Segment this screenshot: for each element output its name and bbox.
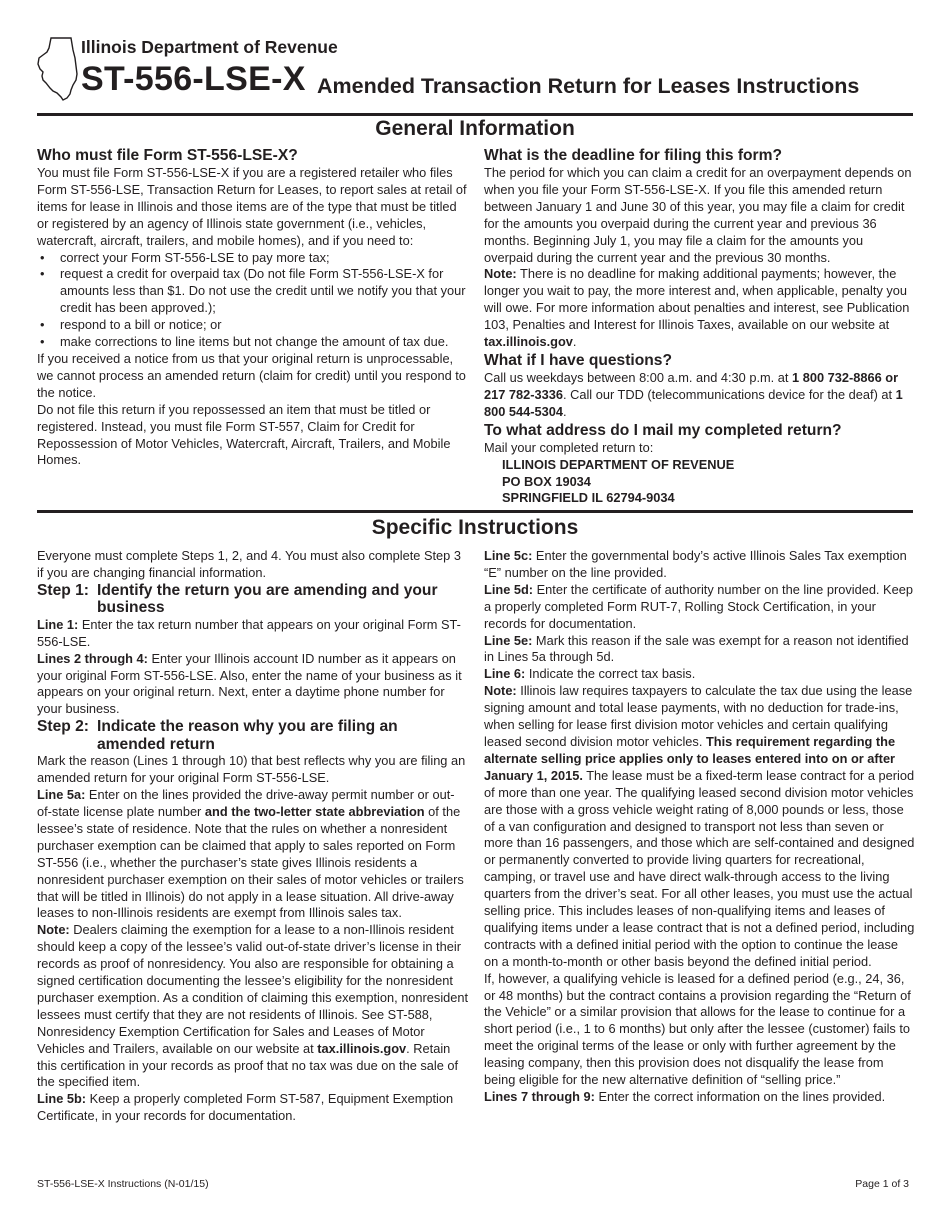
- note-label: Note:: [37, 922, 70, 938]
- questions-heading: What if I have questions?: [484, 351, 673, 369]
- line-label: Line 5a:: [37, 787, 86, 803]
- line-text: Enter the correct information on the lines provided.: [598, 1089, 886, 1104]
- line-label: Line 5d:: [484, 581, 534, 597]
- tdd-phone-number: 1 800 544-5304: [484, 386, 903, 419]
- questions-text: [484, 370, 914, 421]
- questions-text-1: Call us weekdays between 8:00 a.m. and 4:30 p.m. at: [484, 369, 789, 385]
- line-5a-instruction: [37, 787, 469, 922]
- form-title: Amended Transaction Return for Leases Instructions: [317, 74, 860, 98]
- deadline-heading: What is the deadline for filing this form?: [484, 147, 783, 164]
- nonresident-note: [37, 922, 469, 1091]
- step-2-title: Indicate the reason why you are filing an amended return: [97, 718, 398, 753]
- website-link[interactable]: tax.illinois.gov: [484, 334, 573, 350]
- note-label: Note:: [484, 266, 517, 282]
- line-5b-instruction: [37, 1091, 469, 1125]
- line-text: Enter on the lines provided the drive-away permit number or out-of-state license plate number: [37, 787, 455, 819]
- department-name: Illinois Department of Revenue: [81, 37, 338, 57]
- step-1-heading: [37, 582, 469, 617]
- repossession-text: Do not file this return if you repossessed an item that must be titled or registered. Instead, you must file Form ST-557, Claim for Credit for Repossession of Motor Vehicles, Watercraft, Aircraft, Trailers, and Mobile Homes.: [37, 401, 451, 468]
- unprocessable-notice-text: If you received a notice from us that your original return is unprocessable, we cannot process an amended return (claim for credit) until you respond to the notice.: [37, 350, 466, 400]
- line-text-bold: and the two-letter state abbreviation: [204, 803, 425, 819]
- line-text: Enter the certificate of authority number on the line provided. Keep a properly completed Form RUT-7, Rolling Stock Certification, in your records for documentation.: [484, 581, 913, 631]
- who-must-file-intro: You must file Form ST-556-LSE-X if you are a registered retailer who files Form ST-556-LSE, Transaction Return for Leases, to report sales at retail of items for lease in Illinois and those items are of the type that must be titled or registered by an agency of Illinois state government (i.e., vehicles, watercraft, aircraft, trailers, and mobile homes), and if you need to:: [37, 165, 467, 248]
- deadline-text: The period for which you can claim a credit for an overpayment depends on when you file your Form ST-556-LSE-X. If you file this amended return between January 1 and June 30 of this year, you may file a claim for credit for the amounts you overpaid during the current year and previous 36 months. Beginning July 1, you may file a claim for the amounts you overpaid during the current year and the previous 30 months.: [484, 165, 912, 265]
- document-page: [37, 30, 913, 1220]
- who-must-file-heading: Who must file Form ST-556-LSE-X?: [37, 147, 298, 164]
- lines-2-4-instruction: [37, 651, 469, 719]
- line-6-instruction: [484, 666, 915, 683]
- punctuation: .: [563, 403, 567, 419]
- header-rule: [37, 113, 913, 116]
- general-information-title: General Information: [375, 117, 575, 140]
- note-text: . Retain this certification in your records as proof that no tax was due on the sale of the specified item.: [37, 1040, 459, 1090]
- step-1-title: Identify the return you are amending and your business: [97, 581, 438, 617]
- who-must-file-list: [37, 250, 467, 351]
- line-5d-instruction: [484, 582, 915, 633]
- line-label: Lines 7 through 9:: [484, 1089, 595, 1104]
- specific-instructions-title: Specific Instructions: [371, 516, 579, 539]
- step-2-label: Step 2:: [37, 718, 89, 736]
- mailing-address-heading: To what address do I mail my completed return?: [484, 421, 842, 439]
- note-label: Note:: [484, 683, 517, 699]
- line-label: Line 6:: [484, 666, 526, 682]
- list-item: • make corrections to line items but not change the amount of tax due.: [37, 334, 467, 351]
- line-5c-instruction: [484, 548, 915, 582]
- form-id: ST-556-LSE-X: [81, 60, 306, 98]
- deadline-note: [484, 266, 914, 351]
- document-header: [37, 30, 913, 112]
- list-item: • request a credit for overpaid tax (Do not file Form ST-556-LSE-X for amounts less than $1. Do not use the credit until we notify you that your credit has been approved.);: [37, 266, 467, 317]
- defined-period-text: If, however, a qualifying vehicle is leased for a defined period (e.g., 24, 36, or 48 months) but the contract contains a provision regarding the “Return of the Vehicle” or a similar provision that allows for the lease to continue for a short period (i.e., 1 to 6 months) but only after the lessee (customer) fails to meet the original terms of the lease or only with further agreement by the leasing company, then this provision does not disqualify the lease from being eligible for the new alternative definition of “selling price.”: [484, 970, 911, 1088]
- address-line: PO BOX 19034: [502, 473, 591, 489]
- mailing-intro: Mail your completed return to:: [484, 439, 654, 455]
- footer-form-revision: ST-556-LSE-X Instructions (N-01/15): [37, 1178, 209, 1190]
- step-1-label: Step 1:: [37, 581, 89, 599]
- line-text: Enter the tax return number that appears on your original Form ST-556-LSE.: [37, 616, 461, 649]
- line-text: Enter the governmental body’s active Illinois Sales Tax exemption “E” number on the line provided.: [484, 548, 907, 580]
- illinois-outline-icon: [37, 36, 79, 102]
- note-text: The lease must be a fixed-term lease contract for a period of more than one year. The qualifying leased second division motor vehicles are those with a gross vehicle weight rating of 8,000 pounds or less, those of a van configuration and designed to transport not less than seven or more than 16 passengers, and those which are self-contained and designed or permanently converted to provide living quarters for recreational, camping, or travel use and have direct walk-through access to the living quarters from the driver’s seat. For all other leases, you must use the actual selling price. This includes leases of non-qualifying items and leases of qualifying items under a lease contract that is not a defined period, including contracts with a defined initial period with the option to continue the lease on a month-to-month or other basis beyond the defined initial period.: [484, 767, 915, 969]
- general-right-column: [484, 146, 914, 507]
- line-text: of the lessee’s state of residence. Note that the rules on whether a nonresident purchaser exemption can be claimed that apply to sales reported on Form ST-556 (i.e., whether the purchaser’s state gives Illinois residents a nonresident purchaser exemption on their sales of motor vehicles or trailers that will be titled in Illinois) do not apply in a lease situation. All drive-away leases to non-Illinois residents are exempt from Illinois sales tax.: [37, 803, 464, 921]
- specific-left-column: [37, 548, 469, 1125]
- website-link[interactable]: tax.illinois.gov: [317, 1040, 407, 1056]
- step-2-text: Mark the reason (Lines 1 through 10) that best reflects why you are filing an amended return for your original Form ST-556-LSE.: [37, 753, 466, 786]
- list-item: • respond to a bill or notice; or: [37, 317, 467, 334]
- specific-intro: Everyone must complete Steps 1, 2, and 4. You must also complete Step 3 if you are changing financial information.: [37, 548, 461, 580]
- note-text-bold: This requirement regarding the alternate selling price applies only to leases entered into on or after January 1, 2015.: [484, 733, 896, 783]
- lines-7-9-instruction: [484, 1089, 915, 1106]
- line-label: Lines 2 through 4:: [37, 650, 148, 666]
- line-label: Line 1:: [37, 616, 79, 632]
- line-label: Line 5e:: [484, 632, 533, 648]
- line-label: Line 5b:: [37, 1091, 87, 1107]
- section-rule: [37, 510, 913, 513]
- line-text: Keep a properly completed Form ST-587, Equipment Exemption Certificate, in your records for documentation.: [37, 1091, 454, 1124]
- step-2-heading: [37, 718, 469, 753]
- line-1-instruction: [37, 617, 469, 651]
- line-text: Mark this reason if the sale was exempt for a reason not identified in Lines 5a through 5d.: [484, 632, 909, 665]
- note-text: Dealers claiming the exemption for a lease to a non-Illinois resident should keep a copy of the lessee’s valid out-of-state driver’s license in their records as proof of nonresidency. You also are responsible for obtaining a signed certification documenting the lessee’s eligibility for the nonresident purchaser exemption. As a condition of claiming this exemption, nonresident lessees must certify that they are not residents of Illinois. See ST-588, Nonresidency Exemption Certification for Sales and Leases of Motor Vehicles and Trailers, available on our website at: [37, 922, 469, 1056]
- line-text: Enter your Illinois account ID number as it appears on your original Form ST-556-LSE. Also, enter the name of your business as it appears on your original return. Next, enter a daytime phone number for your business.: [37, 650, 462, 717]
- line-label: Line 5c:: [484, 548, 533, 563]
- questions-text-2: . Call our TDD (telecommunications device for the deaf) at: [563, 386, 893, 402]
- punctuation: .: [572, 334, 577, 350]
- selling-price-note: [484, 683, 915, 970]
- phone-numbers: 1 800 732-8866 or 217 782-3336: [484, 369, 899, 402]
- address-line: ILLINOIS DEPARTMENT OF REVENUE: [502, 456, 735, 472]
- footer-page-number: Page 1 of 3: [855, 1178, 909, 1190]
- line-text: Indicate the correct tax basis.: [528, 666, 696, 682]
- note-text: Illinois law requires taxpayers to calculate the tax due using the lease signing amount and total lease payments, with no deduction for trade-ins, when selling for lease first division motor vehicles and certain qualifying leased second division motor vehicles.: [484, 683, 913, 749]
- address-line: SPRINGFIELD IL 62794-9034: [502, 490, 675, 506]
- line-5e-instruction: [484, 633, 915, 667]
- list-item: • correct your Form ST-556-LSE to pay more tax;: [37, 250, 467, 267]
- specific-right-column: [484, 548, 915, 1106]
- general-left-column: [37, 146, 467, 469]
- deadline-note-text: There is no deadline for making additional payments; however, the longer you wait to pay, the more interest and, when applicable, penalty you will owe. For more information about penalties and interest, see Publication 103, Penalties and Interest for Illinois Taxes, available on our website at: [484, 266, 910, 333]
